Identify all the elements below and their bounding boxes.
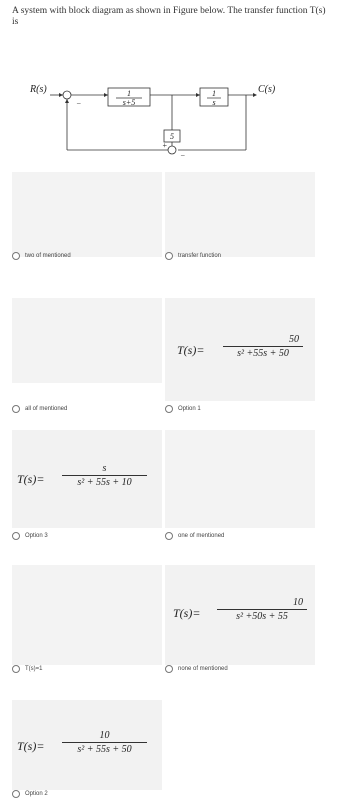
option-image-7 [12,565,162,665]
formula-denominator: s² +55s + 50 [237,348,289,359]
block1-den: s+5 [122,98,136,107]
formula-denominator: s² + 55s + 10 [77,477,132,488]
radio-button[interactable] [12,405,20,413]
input-label: R(s) [30,84,47,95]
formula-numerator: s [102,463,107,474]
formula-numerator: 50 [289,334,299,345]
option-label: Option 1 [178,406,201,412]
option-two-of-mentioned[interactable] [12,252,71,260]
formula-numerator: 10 [293,597,303,608]
radio-button[interactable] [12,252,20,260]
option-label: Option 2 [25,791,48,797]
option-image-6 [165,430,315,528]
formula-numerator: 10 [99,730,110,741]
option-label: all of mentioned [25,406,68,412]
option-image-5 [12,430,162,528]
option-label: Option 3 [25,533,48,539]
formula-lhs: T(s)= [173,606,201,620]
radio-button[interactable] [12,790,20,798]
option-3[interactable] [12,532,48,540]
radio-button[interactable] [12,665,20,673]
block2-num: 1 [212,89,216,98]
block1-num: 1 [127,89,131,98]
option-1[interactable] [165,405,201,413]
option-label: T(s)=1 [25,666,43,672]
formula-denominator: s² +50s + 55 [236,611,288,622]
option-image-2 [165,172,315,257]
sum2-minus-sign: − [180,151,186,160]
feedback-gain: 5 [170,132,174,141]
option-image-8 [165,565,315,665]
option-image-4 [165,298,315,401]
option-all-of-mentioned[interactable] [12,405,67,413]
block-diagram [0,50,347,170]
option-label: two of mentioned [25,253,71,259]
formula-denominator: s² + 55s + 50 [77,744,132,755]
output-label: C(s) [258,84,276,95]
option-none-of-mentioned[interactable] [165,665,228,673]
summing-junction-2 [168,146,176,154]
formula-lhs: T(s)= [17,472,45,486]
radio-button[interactable] [165,405,173,413]
option-t-equals-1[interactable] [12,665,43,673]
option-label: transfer function [178,253,222,259]
summing-junction-1 [63,91,71,99]
option-2[interactable] [12,790,48,798]
option-image-9 [12,700,162,790]
option-image-3 [12,298,162,383]
option-label: one of mentioned [178,533,225,539]
block2-den: s [212,98,216,107]
radio-button[interactable] [165,532,173,540]
sum2-plus-sign: + [162,141,168,150]
sum1-minus-sign: − [76,99,82,108]
option-image-1 [12,172,162,257]
radio-button[interactable] [12,532,20,540]
radio-button[interactable] [165,665,173,673]
radio-button[interactable] [165,252,173,260]
option-one-of-mentioned[interactable] [165,532,224,540]
option-transfer-function[interactable] [165,252,221,260]
formula-lhs: T(s)= [17,739,45,753]
option-label: none of mentioned [178,666,228,672]
question-text: A system with block diagram as shown in Figure below. The transfer function T(s) is [12,6,326,27]
formula-lhs: T(s)= [177,343,205,357]
